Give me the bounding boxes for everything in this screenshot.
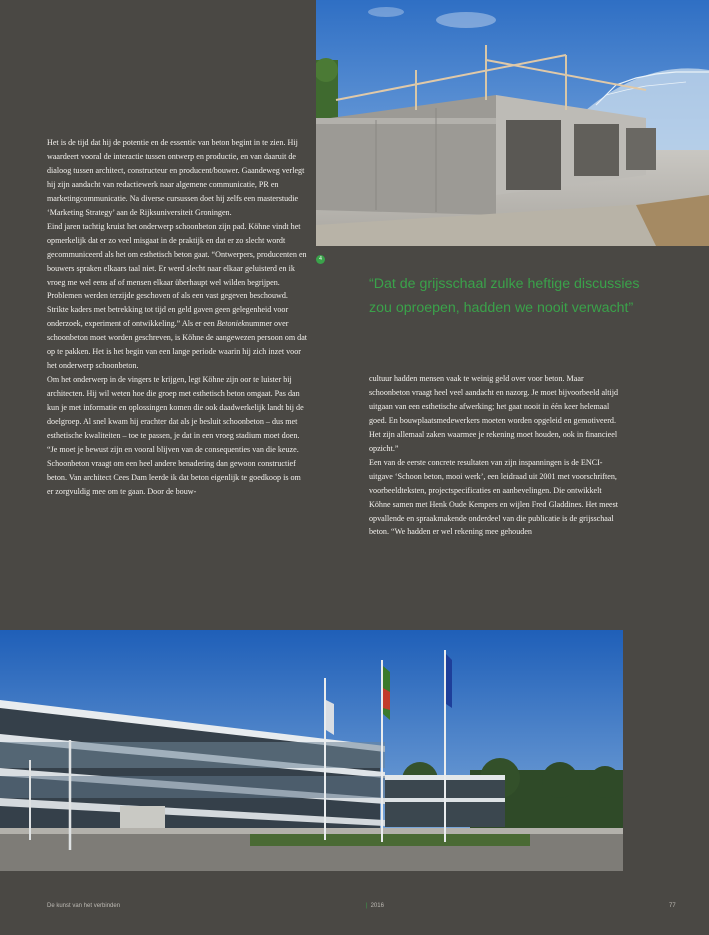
footer-separator: | bbox=[366, 903, 368, 909]
body-column-left bbox=[47, 136, 309, 499]
caption-marker: 4 bbox=[316, 255, 325, 264]
paragraph: cultuur hadden mensen vaak te weinig geld over voor beton. Maar schoonbeton vraagt heel veel aandacht en nazorg. Je moet bijvoorbeeld altijd uitgaan van een esthetische afwerking; het gaat nooit in één keer helemaal goed. En bouwplaatsmedewerkers moeten worden opgeleid en gemotiveerd. Het zijn allemaal zaken waarmee je rekening moet houden, ook in financieel opzicht.” bbox=[369, 374, 619, 453]
magazine-title: Betoniek bbox=[216, 319, 246, 329]
footer-year: | 2016 bbox=[366, 903, 384, 909]
paragraph: Het is de tijd dat hij de potentie en de essentie van beton begint in te zien. Hij waardeert vooral de interactie tussen ontwerp en productie, en van daaruit de dialoog tussen architect, constructeur en producent/bouwer. Gaandeweg verlegt hij zijn aandacht van redactiewerk naar algemene communicatie, PR en marketingcommunicatie. Na diverse cursussen doet hij zelfs een masterstudie ‘Marketing Strategy’ aan de Rijksuniversiteit Groningen. bbox=[47, 138, 305, 217]
body-column-right bbox=[369, 372, 625, 539]
paragraph: Om het onderwerp in de vingers te krijgen, legt Köhne zijn oor te luister bij architecten. Hij wil weten hoe die groep met esthetisch beton omgaat. Pas dan kun je met informatie en oplossingen komen die ook daadwerkelijk landt bij de doelgroep. Al snel kwam hij erachter dat als je besluit schoonbeton – dus met esthetische kwaliteiten – toe te passen, je dat in een vroeg stadium moet doen. “Je moet je bewust zijn en vooral blijven van de consequenties van die keuze. Schoonbeton vraagt om een heel andere benadering dan gewoon constructief beton. Van architect Cees Dam leerde ik dat beton eigenlijk te goedkoop is om er zorgvuldig mee om te gaan. Door de bouw- bbox=[47, 375, 304, 496]
page-footer bbox=[0, 903, 709, 915]
paragraph: Eind jaren tachtig kruist het onderwerp schoonbeton zijn pad. Köhne vindt het opmerkelijk dat er zo veel misgaat in de praktijk en dat er zo slecht wordt gecommuniceerd als het om esthetisch beton gaat. “Ontwerpers, producenten en bouwers spraken elkaars taal niet. Er werd slecht naar elkaar geluisterd en ik vroeg me wel eens af of mensen elkaar überhaupt wel wilden begrijpen. Problemen werden terzijde geschoven of als een vast gegeven beschouwd. Strikte kaders met betrekking tot tijd en geld gaven geen gelegenheid voor onderzoek, experiment of ontwikkeling.” Als er een Betonieknummer over schoonbeton moet worden geschreven, is Köhne de aangewezen persoon om dat op te pakken. Het is het begin van een lange periode waarin hij zich inzet voor het onderwerp schoonbeton. bbox=[47, 221, 308, 371]
pull-quote: “Dat de grijsschaal zulke heftige discussies zou oproepen, hadden we nooit verwacht” bbox=[369, 276, 640, 316]
page-number: 77 bbox=[669, 903, 676, 909]
footer-publication-title: De kunst van het verbinden bbox=[47, 903, 121, 909]
paragraph: Een van de eerste concrete resultaten van zijn inspanningen is de ENCI-uitgave ‘Schoon beton, mooi werk’, een leidraad uit 2001 met voorschriften, voorbeeldteksten, projectspecificaties en aanbevelingen. Die ontwikkelt Köhne samen met Henk Oude Kempers en wijlen Fred Gladdines. Het meest opvallende en spraakmakende onderdeel van die publicatie is de grijsschaal beton. “We hadden er wel rekening mee gehouden bbox=[369, 457, 619, 537]
photo-office-building bbox=[0, 630, 623, 871]
photo-concrete-structures bbox=[316, 0, 709, 246]
